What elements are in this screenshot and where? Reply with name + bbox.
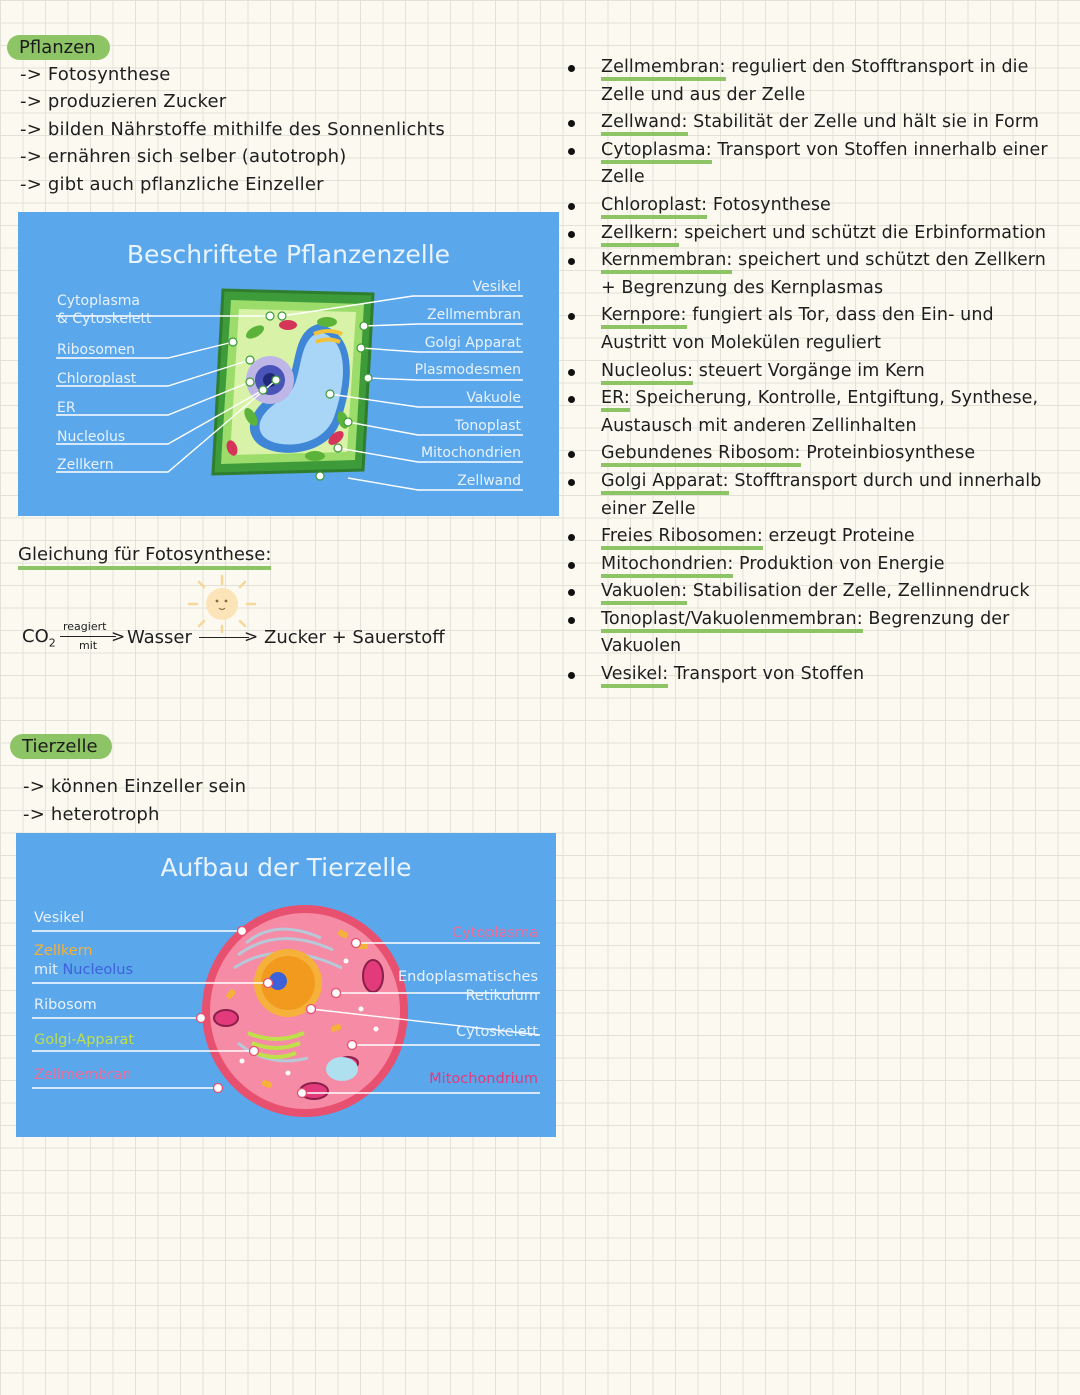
label-golgi: Golgi Apparat: [424, 335, 521, 351]
label-cytoplasma: Cytoplasma: [452, 925, 538, 941]
co2-formula: $CO_2$: [22, 626, 56, 650]
organelle-list: [568, 54, 1068, 689]
label-nucleolus: Nucleolus: [57, 429, 126, 445]
label-cytoplasma: Cytoplasma: [57, 293, 140, 309]
label-mitochondrien: Mitochondrien: [420, 445, 521, 461]
label-golgi: Golgi-Apparat: [34, 1032, 135, 1048]
reaction-arrow-2: [199, 637, 249, 638]
plants-line: -> bilden Nährstoffe mithilfe des Sonnenlichts: [20, 119, 445, 140]
list-item: Freies Ribosomen: erzeugt Proteine: [568, 523, 1068, 551]
label-er-1: Endoplasmatisches: [397, 969, 538, 985]
list-item: Golgi Apparat: Stofftransport durch und innerhalb einer Zelle: [568, 468, 1068, 523]
list-item: Gebundenes Ribosom: Proteinbiosynthese: [568, 440, 1068, 468]
list-item: Zellmembran: reguliert den Stofftransport in die Zelle und aus der Zelle: [568, 54, 1068, 109]
list-item: Cytoplasma: Transport von Stoffen innerhalb einer Zelle: [568, 137, 1068, 192]
label-ribosom: Ribosom: [34, 997, 97, 1013]
label-er-2: Retikulum: [465, 988, 538, 1004]
label-zellmembran: Zellmembran: [34, 1067, 132, 1083]
water: Wasser: [127, 627, 192, 648]
label-mitochondrium: Mitochondrium: [429, 1071, 538, 1087]
label-tonoplast: Tonoplast: [454, 418, 521, 434]
plant-cell-title: Beschriftete Pflanzenzelle: [126, 240, 451, 269]
label-er: ER: [57, 400, 76, 416]
plants-line: -> ernähren sich selber (autotroph): [20, 146, 347, 167]
plants-tag: Pflanzen: [7, 35, 110, 60]
list-item: Tonoplast/Vakuolenmembran: Begrenzung der Vakuolen: [568, 606, 1068, 661]
animal-line: -> heterotroph: [23, 804, 160, 825]
photosynthesis-heading: Gleichung für Fotosynthese:: [18, 544, 271, 565]
animal-tag: Tierzelle: [10, 734, 112, 759]
plants-line: -> gibt auch pflanzliche Einzeller: [20, 174, 324, 195]
label-cytoskelett: Cytoskelett: [456, 1024, 538, 1040]
label-zellkern: Zellkern: [34, 943, 93, 959]
animal-cell-title: Aufbau der Tierzelle: [160, 853, 412, 882]
list-item: Chloroplast: Fotosynthese: [568, 192, 1068, 220]
plant-cell-figure: [18, 212, 559, 516]
label-zellkern: Zellkern: [57, 457, 114, 473]
reaction-arrow-1-head: >: [111, 627, 126, 647]
reaction-arrow-2-head: >: [244, 627, 259, 647]
reaction-arrow-1: [60, 636, 116, 637]
list-item: Vakuolen: Stabilisation der Zelle, Zellinnendruck: [568, 578, 1068, 606]
label-zellwand: Zellwand: [457, 473, 521, 489]
arrow-label-top: reagiert: [63, 620, 107, 633]
list-item: Kernpore: fungiert als Tor, dass den Ein- und Austritt von Molekülen reguliert: [568, 302, 1068, 357]
arrow-label-bottom: mit: [79, 639, 98, 652]
sun-icon: [185, 574, 259, 634]
animal-line: -> können Einzeller sein: [23, 776, 247, 797]
label-chloroplast: Chloroplast: [57, 371, 137, 387]
label-mit-nucleolus: mit Nucleolus: [34, 962, 134, 978]
list-item: ER: Speicherung, Kontrolle, Entgiftung, Synthese, Austausch mit anderen Zellinhalten: [568, 385, 1068, 440]
label-vesikel: Vesikel: [472, 279, 521, 295]
label-zellmembran: Zellmembran: [427, 307, 521, 323]
label-vakuole: Vakuole: [466, 390, 521, 406]
label-ribosomen: Ribosomen: [57, 342, 136, 358]
label-vesikel: Vesikel: [34, 910, 85, 926]
list-item: Vesikel: Transport von Stoffen: [568, 661, 1068, 689]
products: Zucker + Sauerstoff: [264, 627, 445, 648]
list-item: Mitochondrien: Produktion von Energie: [568, 551, 1068, 579]
list-item: Zellwand: Stabilität der Zelle und hält sie in Form: [568, 109, 1068, 137]
animal-cell-figure: [16, 833, 556, 1137]
label-plasmodesmen: Plasmodesmen: [414, 362, 521, 378]
list-item: Zellkern: speichert und schützt die Erbinformation: [568, 220, 1068, 248]
list-item: Kernmembran: speichert und schützt den Zellkern + Begrenzung des Kernplasmas: [568, 247, 1068, 302]
animal-cell-illustration: [16, 833, 556, 1137]
label-cytoskelett: & Cytoskelett: [57, 311, 152, 327]
plants-line: -> Fotosynthese: [20, 64, 171, 85]
plants-line: -> produzieren Zucker: [20, 91, 227, 112]
list-item: Nucleolus: steuert Vorgänge im Kern: [568, 358, 1068, 386]
